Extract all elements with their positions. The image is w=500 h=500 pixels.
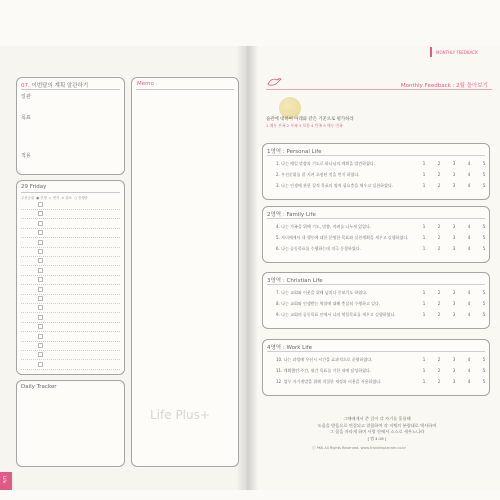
rating-option[interactable]: 1: [422, 357, 426, 362]
task-checkbox[interactable]: [38, 221, 43, 226]
task-line: [21, 341, 120, 342]
rating-option[interactable]: 1: [422, 183, 426, 188]
task-checkbox[interactable]: [38, 287, 43, 292]
feedback-question: 2. 우선순위를 잘 지켜 초점된 것을 먼저 하였다.: [276, 172, 360, 177]
section-title: 3영역 : Christian Life: [267, 278, 323, 284]
rating-option[interactable]: 4: [467, 183, 471, 188]
rating-option[interactable]: 5: [482, 161, 486, 166]
heading-rule: [266, 89, 492, 90]
rating-option[interactable]: 2: [437, 379, 441, 384]
feedback-question: 9. 나는 교회의 공동목표 안에서 나의 역할목표를 세우고 실행하였다.: [276, 312, 396, 317]
section-rule: [267, 351, 485, 352]
rating-option[interactable]: 4: [467, 224, 471, 229]
rating-option[interactable]: 2: [437, 224, 441, 229]
task-line: [21, 275, 120, 276]
memo-box: [131, 77, 239, 467]
task-line: [21, 331, 120, 332]
task-line: [21, 218, 120, 219]
feedback-question: 12. 업무 자기계발을 위해 적절한 재정과 비용을 사용하였다.: [276, 379, 382, 384]
section-title: 2영역 : Family Life: [267, 212, 316, 218]
day-title: 29 Friday: [21, 184, 47, 190]
rating-option[interactable]: 2: [437, 172, 441, 177]
feedback-question: 5. 자녀에게서 내 행동에 대한 분명한 목표와 실천계획을 세우고 실행하였다.: [276, 235, 409, 240]
day-column-header: 우선순위 ● 진행 ▷ 연기 × 취소 ○ 진행중: [21, 196, 88, 200]
task-checkbox[interactable]: [38, 258, 43, 263]
task-line: [21, 303, 120, 304]
rating-option[interactable]: 2: [437, 235, 441, 240]
rating-option[interactable]: 4: [467, 379, 471, 384]
memo-watermark: Life Plus+: [150, 408, 210, 422]
section-rule: [267, 284, 485, 285]
daily-schedule-box: [16, 180, 125, 375]
feedback-question: 3. 나는 인생에 관한 질적 목표의 영적 필요충을 채우고 실천하였다.: [276, 183, 393, 188]
rating-option[interactable]: 3: [452, 235, 456, 240]
rating-option[interactable]: 1: [422, 290, 426, 295]
goal-field-1: 일관: [21, 94, 31, 100]
task-line: [21, 256, 120, 257]
bible-verse: 그때에게서 준 길이 각 자기를 훌륭해 도움을 받음으로 연결되고 결합하여 각 지체의 분량대로 역사하여 그 몸을 자라게 하며 사랑 안에서 스스로 세우느니라 [ 엡 4:16 ]: [317, 416, 437, 441]
task-line: [21, 312, 120, 313]
rating-option[interactable]: 4: [467, 301, 471, 306]
task-line: [21, 322, 120, 323]
feedback-question: 4. 나는 가족을 위해 기도, 말씀, 격려를 나누게 있었다.: [276, 224, 372, 229]
task-line: [21, 247, 120, 248]
rating-option[interactable]: 3: [452, 368, 456, 373]
rating-option[interactable]: 2: [437, 161, 441, 166]
top-section-tab: MONTHLY FEEDBACK: [430, 47, 492, 57]
task-checkbox[interactable]: [38, 211, 43, 216]
task-checkbox[interactable]: [38, 315, 43, 320]
rating-option[interactable]: 4: [467, 235, 471, 240]
goal-header-rule: [21, 89, 120, 90]
copyright-footer: ⓒ PKK All Rights Reserved. www.franklinplanner.co.kr: [312, 446, 406, 450]
rating-legend: 1 매우 부족 2 부족 3 보통 4 만족 5 매우 만족: [266, 123, 343, 128]
rating-option[interactable]: 5: [482, 246, 486, 251]
goal-field-3: 적용: [21, 153, 31, 159]
rating-option[interactable]: 2: [437, 357, 441, 362]
task-line: [21, 228, 120, 229]
rating-option[interactable]: 2: [437, 368, 441, 373]
rating-option[interactable]: 1: [422, 172, 426, 177]
feedback-question: 10. 나는 과업에 우선시 시간을 효과적으로 운영하였다.: [276, 357, 373, 362]
rating-option[interactable]: 1: [422, 246, 426, 251]
rating-option[interactable]: 2: [437, 183, 441, 188]
rating-option[interactable]: 3: [452, 246, 456, 251]
rating-option[interactable]: 1: [422, 368, 426, 373]
task-checkbox[interactable]: [38, 296, 43, 301]
rating-option[interactable]: 5: [482, 172, 486, 177]
task-line: [21, 369, 120, 370]
task-checkbox[interactable]: [38, 324, 43, 329]
rating-option[interactable]: 3: [452, 161, 456, 166]
goal-title: 이번달의 계획 알관하기: [31, 83, 89, 89]
rating-option[interactable]: 1: [422, 224, 426, 229]
rating-option[interactable]: 3: [452, 290, 456, 295]
left-side-tab: Life: [0, 472, 12, 490]
rating-option[interactable]: 3: [452, 357, 456, 362]
task-checkbox[interactable]: [38, 305, 43, 310]
monthly-goal-box: [16, 77, 125, 175]
task-checkbox[interactable]: [38, 352, 43, 357]
feedback-section-2: [262, 206, 490, 263]
rating-option[interactable]: 1: [422, 312, 426, 317]
rating-option[interactable]: 2: [437, 290, 441, 295]
bird-icon: [266, 73, 282, 87]
rating-option[interactable]: 3: [452, 312, 456, 317]
day-header-rule: [21, 192, 120, 193]
rating-option[interactable]: 1: [422, 235, 426, 240]
rating-option[interactable]: 4: [467, 161, 471, 166]
rating-option[interactable]: 5: [482, 357, 486, 362]
instruction-text: 습관에 대하여 아래와 같은 기준으로 평가하라: [266, 117, 354, 122]
feedback-section-1: [262, 143, 490, 200]
goal-number: 07.: [21, 83, 30, 89]
goal-field-2: 목표: [21, 115, 31, 121]
task-line: [21, 237, 120, 238]
task-line: [21, 294, 120, 295]
rating-option[interactable]: 1: [422, 301, 426, 306]
rating-option[interactable]: 5: [482, 379, 486, 384]
task-checkbox[interactable]: [38, 240, 43, 245]
rating-option[interactable]: 1: [422, 379, 426, 384]
rating-option[interactable]: 4: [467, 290, 471, 295]
feedback-question: 1. 나는 매일 말씀과 기도로 하나님의 계획을 발견하였다.: [276, 161, 375, 166]
rating-option[interactable]: 3: [452, 183, 456, 188]
rating-option[interactable]: 5: [482, 368, 486, 373]
rating-option[interactable]: 4: [467, 172, 471, 177]
rating-option[interactable]: 3: [452, 172, 456, 177]
tracker-title: Daily Tracker: [21, 384, 57, 390]
task-line: [21, 265, 120, 266]
task-line: [21, 359, 120, 360]
rating-option[interactable]: 5: [482, 312, 486, 317]
task-line: [21, 284, 120, 285]
task-line: [21, 209, 120, 210]
feedback-heading: Monthly Feedback : 2월 돌아보기: [400, 83, 488, 89]
feedback-question: 11. 계획했던 주간, 월간 목표를 기한 내에 달성하였다.: [276, 368, 372, 373]
task-line: [21, 350, 120, 351]
rating-option[interactable]: 2: [437, 301, 441, 306]
task-checkbox[interactable]: [38, 362, 43, 367]
task-checkbox[interactable]: [38, 230, 43, 235]
rating-option[interactable]: 3: [452, 301, 456, 306]
memo-title: Memo: [137, 81, 154, 87]
feedback-section-4: [262, 339, 490, 396]
section-title: 1영역 : Personal Life: [267, 149, 322, 155]
task-checkbox[interactable]: [38, 249, 43, 254]
feedback-question: 7. 나는 교회와 이웃을 위해 넘치다 중보기도 하였다.: [276, 290, 368, 295]
rating-option[interactable]: 4: [467, 357, 471, 362]
rating-option[interactable]: 1: [422, 161, 426, 166]
section-title: 4영역 : Work Life: [267, 345, 313, 351]
rating-option[interactable]: 2: [437, 312, 441, 317]
daily-tracker-box: [16, 380, 125, 467]
rating-option[interactable]: 2: [437, 246, 441, 251]
feedback-question: 8. 나는 교회와 인생받는 역할에 대해 충실히 수행하고 있다.: [276, 301, 381, 306]
feedback-section-3: [262, 272, 490, 329]
task-checkbox[interactable]: [38, 268, 43, 273]
rating-option[interactable]: 5: [482, 235, 486, 240]
rating-option[interactable]: 5: [482, 224, 486, 229]
rating-option[interactable]: 4: [467, 312, 471, 317]
task-checkbox[interactable]: [38, 277, 43, 282]
page-gutter: [236, 46, 258, 490]
rating-option[interactable]: 3: [452, 379, 456, 384]
task-checkbox[interactable]: [38, 343, 43, 348]
rating-option[interactable]: 4: [467, 246, 471, 251]
task-checkbox[interactable]: [38, 334, 43, 339]
section-rule: [267, 155, 485, 156]
rating-option[interactable]: 5: [482, 183, 486, 188]
section-rule: [267, 218, 485, 219]
memo-header-rule: [136, 89, 234, 90]
rating-option[interactable]: 5: [482, 301, 486, 306]
rating-option[interactable]: 3: [452, 224, 456, 229]
feedback-question: 6. 나는 공동목표를 수행하는데 적극 동참하였다.: [276, 246, 361, 251]
task-checkbox[interactable]: [38, 202, 43, 207]
rating-option[interactable]: 4: [467, 368, 471, 373]
rating-option[interactable]: 5: [482, 290, 486, 295]
